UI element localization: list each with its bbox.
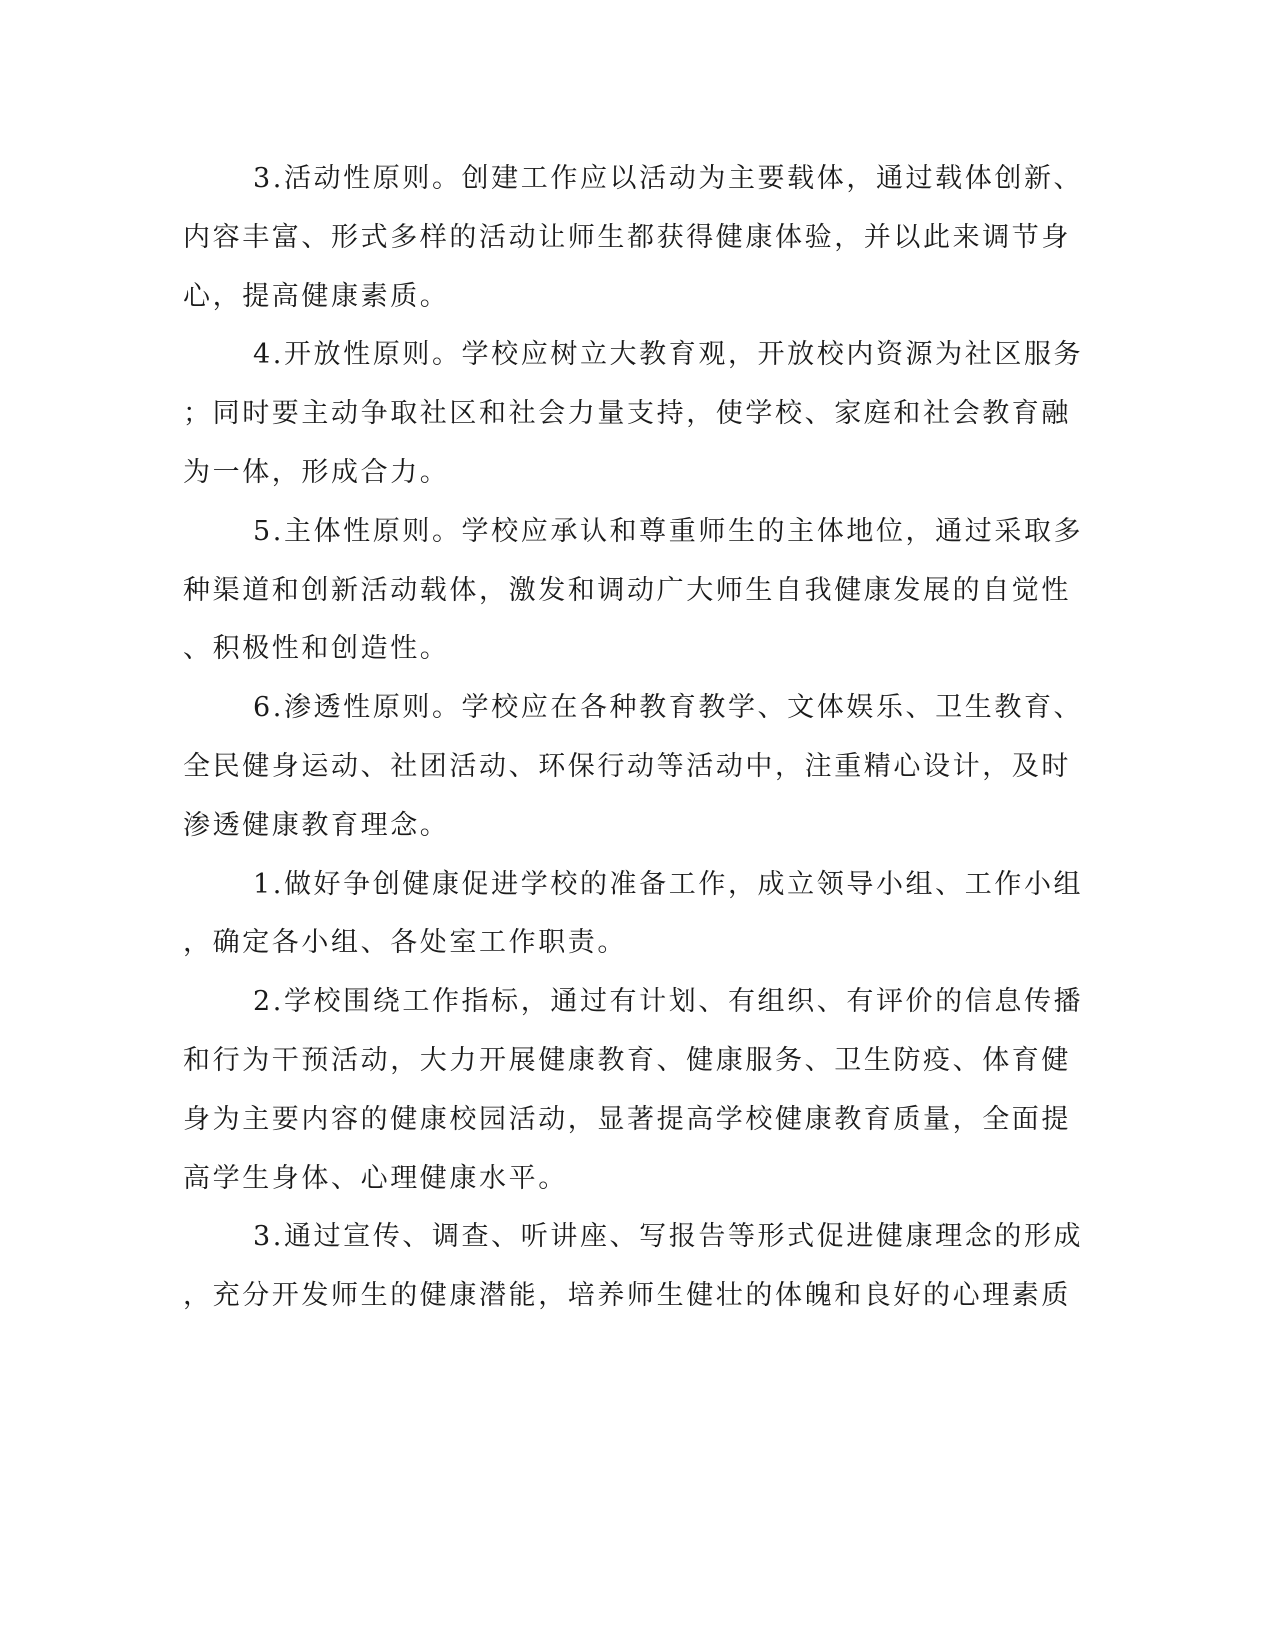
text-line: 5.主体性原则。学校应承认和尊重师生的主体地位，通过采取多 bbox=[253, 515, 1084, 547]
text-line: 6.渗透性原则。学校应在各种教育教学、文体娱乐、卫生教育、 bbox=[253, 692, 1084, 724]
text-line: ，充分开发师生的健康潜能，培养师生健壮的体魄和良好的心理素质 bbox=[183, 1280, 1071, 1312]
text-line: 全民健身运动、社团活动、环保行动等活动中，注重精心设计，及时 bbox=[183, 750, 1071, 782]
paragraph-step-promotion bbox=[183, 1208, 1084, 1326]
text-line: ；同时要主动争取社区和社会力量支持，使学校、家庭和社会教育融 bbox=[183, 398, 1071, 430]
paragraph-permeation-principle bbox=[183, 679, 1084, 855]
paragraph-subject-principle bbox=[183, 503, 1084, 679]
paragraph-step-preparation bbox=[183, 856, 1084, 974]
text-line: 和行为干预活动，大力开展健康教育、健康服务、卫生防疫、体育健 bbox=[183, 1044, 1071, 1076]
text-line: 心，提高健康素质。 bbox=[183, 280, 450, 312]
text-line: 、积极性和创造性。 bbox=[183, 633, 450, 665]
text-line: 2.学校围绕工作指标，通过有计划、有组织、有评价的信息传播 bbox=[253, 986, 1084, 1018]
text-line: 4.开放性原则。学校应树立大教育观，开放校内资源为社区服务 bbox=[253, 339, 1084, 371]
text-line: 3.通过宣传、调查、听讲座、写报告等形式促进健康理念的形成 bbox=[253, 1221, 1084, 1253]
text-line: ，确定各小组、各处室工作职责。 bbox=[183, 927, 627, 959]
paragraph-activity-principle bbox=[183, 150, 1084, 326]
paragraph-step-indicators bbox=[183, 973, 1084, 1208]
text-line: 身为主要内容的健康校园活动，显著提高学校健康教育质量，全面提 bbox=[183, 1103, 1071, 1135]
text-line: 渗透健康教育理念。 bbox=[183, 809, 450, 841]
paragraph-openness-principle bbox=[183, 326, 1084, 502]
text-line: 1.做好争创健康促进学校的准备工作，成立领导小组、工作小组 bbox=[253, 868, 1084, 900]
text-line: 高学生身体、心理健康水平。 bbox=[183, 1162, 568, 1194]
text-line: 3.活动性原则。创建工作应以活动为主要载体，通过载体创新、 bbox=[253, 163, 1084, 194]
text-line: 内容丰富、形式多样的活动让师生都获得健康体验，并以此来调节身 bbox=[183, 221, 1071, 253]
document-page bbox=[183, 150, 1084, 1326]
text-line: 为一体，形成合力。 bbox=[183, 456, 450, 488]
text-line: 种渠道和创新活动载体，激发和调动广大师生自我健康发展的自觉性 bbox=[183, 574, 1071, 606]
